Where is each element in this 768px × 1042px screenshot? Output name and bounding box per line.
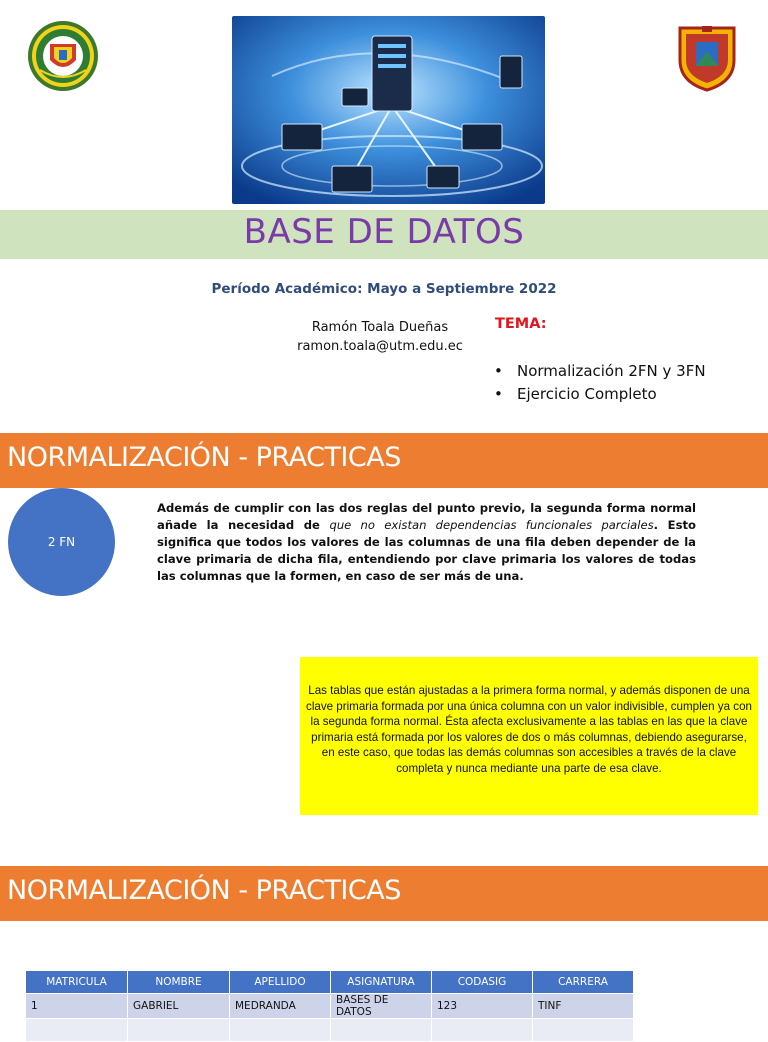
column-header: CODASIG bbox=[432, 971, 533, 994]
table-cell bbox=[128, 1019, 230, 1042]
highlight-text: Las tablas que están ajustadas a la primera forma normal, y además disponen de una clave primaria formada por una única columna con un valor indivisible, cumplen ya con la segunda forma normal. Ésta afecta exclusivamente a las tablas en las que la clave primaria está formada por los valores de dos o más columnas, debiendo asegurarse, en este caso, que todas las demás columnas son accesibles a través de la clave completa y nunca mediante una parte de esa clave. bbox=[306, 684, 752, 775]
column-header: NOMBRE bbox=[128, 971, 230, 994]
para-text: Además de cumplir con las dos reglas del punto previo, la segunda forma normal añade la necesidad de bbox=[157, 501, 696, 532]
table-cell bbox=[230, 1019, 331, 1042]
table-cell bbox=[432, 1019, 533, 1042]
table-row bbox=[26, 1019, 634, 1042]
column-header: ASIGNATURA bbox=[331, 971, 432, 994]
para-text: . Esto significa que todos los valores de las columnas de una fila deben depender de la clave primaria de dicha fila, entendiendo por clave primaria los valores de todas las columnas que la formen, en caso de ser más de una. bbox=[157, 518, 696, 583]
tema-item: • Normalización 2FN y 3FN bbox=[494, 360, 706, 383]
university-logo bbox=[26, 20, 100, 92]
tema-label: TEMA: bbox=[495, 316, 547, 332]
para-emphasis: que no existan dependencias funcionales parciales bbox=[329, 518, 654, 532]
author-block bbox=[280, 318, 480, 356]
universidad-tecnica-logo-icon bbox=[26, 20, 100, 92]
circle-label: 2 FN bbox=[47, 535, 76, 549]
column-header: MATRICULA bbox=[26, 971, 128, 994]
normal-form-circle bbox=[8, 488, 115, 596]
table-cell: 1 bbox=[26, 994, 128, 1019]
section-heading-bar bbox=[0, 866, 768, 921]
tema-item: • Ejercicio Completo bbox=[494, 383, 706, 406]
utm-logo bbox=[676, 22, 738, 92]
table-header-row bbox=[26, 971, 634, 994]
section-heading: NORMALIZACIÓN - PRACTICAS bbox=[7, 442, 401, 473]
table-cell: 123 bbox=[432, 994, 533, 1019]
table-cell bbox=[331, 1019, 432, 1042]
table-row bbox=[26, 994, 634, 1019]
author-name: Ramón Toala Dueñas bbox=[311, 320, 449, 335]
section-heading-bar bbox=[0, 433, 768, 488]
highlight-box bbox=[300, 657, 758, 815]
academic-period: Período Académico: Mayo a Septiembre 2022 bbox=[211, 281, 557, 297]
title-band bbox=[0, 210, 768, 259]
table-cell: BASES DE DATOS bbox=[331, 994, 432, 1019]
network-banner-image bbox=[232, 16, 545, 204]
author-email: ramon.toala@utm.edu.ec bbox=[297, 339, 463, 354]
table-cell: MEDRANDA bbox=[230, 994, 331, 1019]
table-cell: GABRIEL bbox=[128, 994, 230, 1019]
tema-list bbox=[494, 360, 706, 406]
students-table bbox=[25, 970, 634, 1042]
explanation-paragraph bbox=[157, 500, 696, 585]
utm-shield-logo-icon bbox=[676, 22, 738, 92]
table-cell: TINF bbox=[533, 994, 634, 1019]
table-cell bbox=[26, 1019, 128, 1042]
column-header: APELLIDO bbox=[230, 971, 331, 994]
section-heading: NORMALIZACIÓN - PRACTICAS bbox=[7, 875, 401, 906]
table-cell bbox=[533, 1019, 634, 1042]
page-title: BASE DE DATOS bbox=[243, 212, 525, 252]
column-header: CARRERA bbox=[533, 971, 634, 994]
